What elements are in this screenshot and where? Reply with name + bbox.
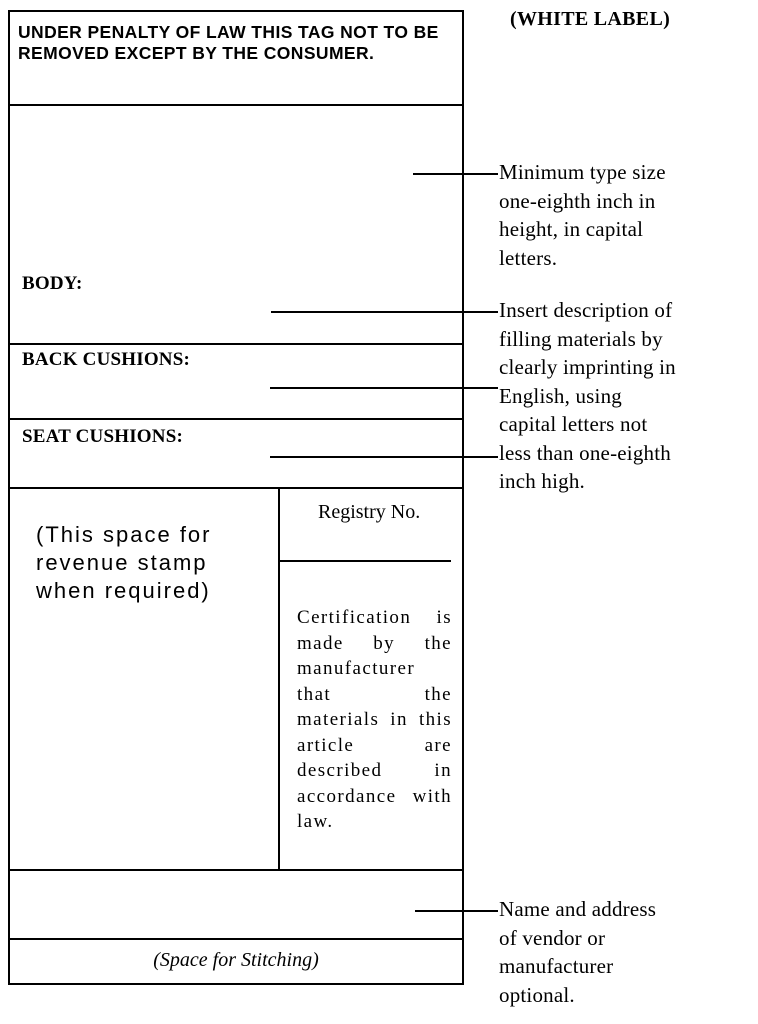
seat-cushions-label: SEAT CUSHIONS: [22, 426, 184, 447]
filling-materials-note: Insert description of filling materials by clearly imprinting in English, using capital letters not less than one-eighth inch high. [499, 298, 676, 493]
stitching-label: (Space for Stitching) [153, 949, 319, 971]
body-divider [8, 343, 464, 345]
stamp-line: revenue stamp [36, 550, 208, 575]
registry-divider [280, 560, 451, 562]
stamp-column-divider [278, 487, 280, 871]
body-leader [271, 311, 498, 313]
body-label: BODY: [22, 273, 83, 294]
stamp-line: when required) [36, 578, 211, 603]
header-divider [8, 104, 464, 106]
stamp-line: (This space for [36, 522, 212, 547]
stitching-divider [8, 938, 464, 940]
seat-cushions-leader [270, 456, 498, 458]
back-cushions-divider [8, 418, 464, 420]
lower-section-divider [8, 869, 464, 871]
type-size-leader [413, 173, 498, 175]
label-type-title: (WHITE LABEL) [510, 8, 671, 30]
tag-frame [8, 10, 464, 985]
registry-label: Registry No. [318, 501, 421, 523]
warning-header: UNDER PENALTY OF LAW THIS TAG NOT TO BE REMOVED EXCEPT BY THE CONSUMER. [18, 22, 439, 63]
back-cushions-label: BACK CUSHIONS: [22, 349, 191, 370]
type-size-note: Minimum type size one-eighth inch in height, in capital letters. [499, 160, 666, 270]
back-cushions-leader [270, 387, 498, 389]
seat-cushions-divider [8, 487, 464, 489]
vendor-note: Name and address of vendor or manufacturer optional. [499, 897, 657, 1007]
certification-text: Certification is made by the manufacturer that the materials in this article are described in accordance with law. [297, 607, 452, 832]
revenue-stamp-space [36, 521, 276, 605]
vendor-leader [415, 910, 498, 912]
